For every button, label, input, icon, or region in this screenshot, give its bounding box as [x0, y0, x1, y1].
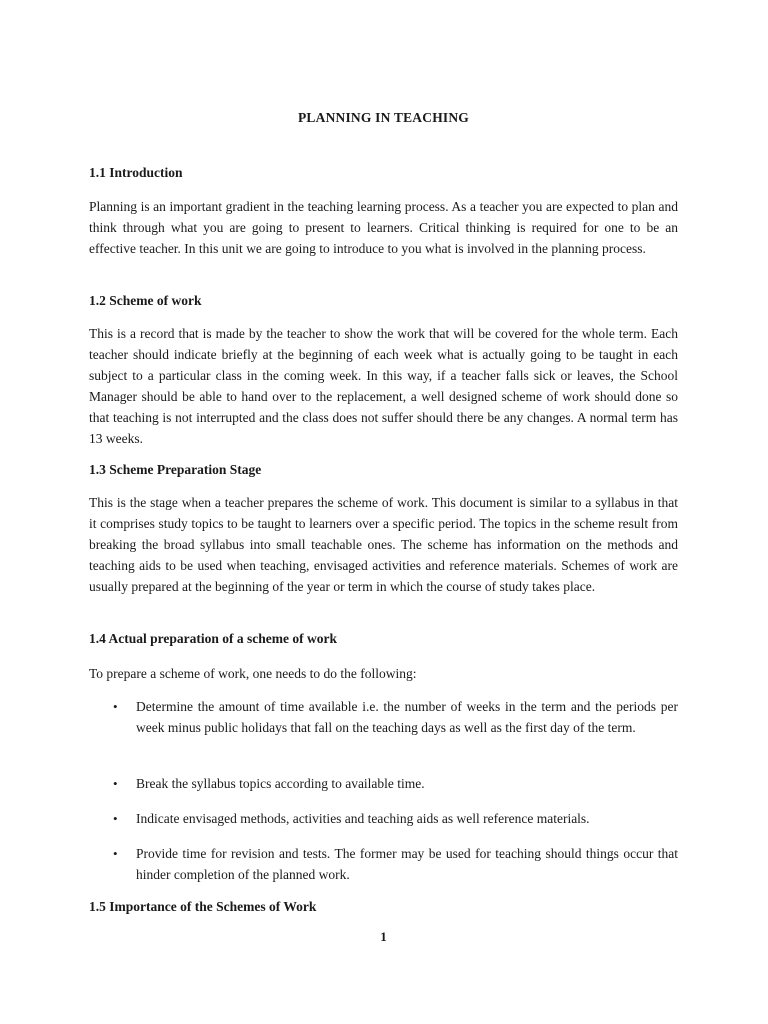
section-paragraph-actual-preparation: To prepare a scheme of work, one needs to do the following: [89, 666, 417, 681]
bullet-text: Indicate envisaged methods, activities and teaching aids as well reference materials. [136, 811, 590, 826]
bullet-icon: • [113, 776, 118, 791]
bullet-icon: • [113, 699, 118, 714]
page-number: 1 [380, 929, 387, 944]
section-heading-introduction: 1.1 Introduction [89, 165, 183, 180]
bullet-icon: • [113, 846, 118, 861]
document-title: PLANNING IN TEACHING [297, 110, 470, 125]
bullet-text: Determine the amount of time available i.e. the number of weeks in the term and the periods per week minus public holidays that fall on the teaching days as well as the first day of the term. [136, 699, 678, 735]
bullet-text: Provide time for revision and tests. The former may be used for teaching should things occur that hinder completion of the planned work. [136, 846, 678, 882]
section-heading-scheme-preparation-stage: 1.3 Scheme Preparation Stage [89, 462, 262, 477]
section-paragraph-scheme-preparation-stage: This is the stage when a teacher prepares the scheme of work. This document is similar to a syllabus in that it comprises study topics to be taught to learners over a specific period. The topics in the scheme result from breaking the broad syllabus into small teachable ones. The scheme has information on the methods and teaching aids to be used when teaching, envisaged activities and reference materials. Schemes of work are usually prepared at the beginning of the year or term in which the course of study takes place. [89, 495, 678, 594]
section-heading-actual-preparation: 1.4 Actual preparation of a scheme of work [89, 631, 337, 646]
bullet-text: Break the syllabus topics according to available time. [136, 776, 425, 791]
section-paragraph-introduction: Planning is an important gradient in the teaching learning process. As a teacher you are expected to plan and think through what you are going to present to learners. Critical thinking is required for one to be an effective teacher. In this unit we are going to introduce to you what is involved in the planning process. [89, 199, 678, 256]
section-heading-scheme-of-work: 1.2 Scheme of work [89, 293, 202, 308]
section-heading-importance: 1.5 Importance of the Schemes of Work [89, 899, 317, 914]
bullet-icon: • [113, 811, 118, 826]
document-page [89, 0, 678, 1024]
section-paragraph-scheme-of-work: This is a record that is made by the teacher to show the work that will be covered for the whole term. Each teacher should indicate briefly at the beginning of each week what is actually going to be taught in each subject to a particular class in the coming week. In this way, if a teacher falls sick or leaves, the School Manager should be able to hand over to the replacement, a well designed scheme of work should done so that teaching is not interrupted and the class does not suffer should there be any changes. A normal term has 13 weeks. [89, 326, 678, 446]
